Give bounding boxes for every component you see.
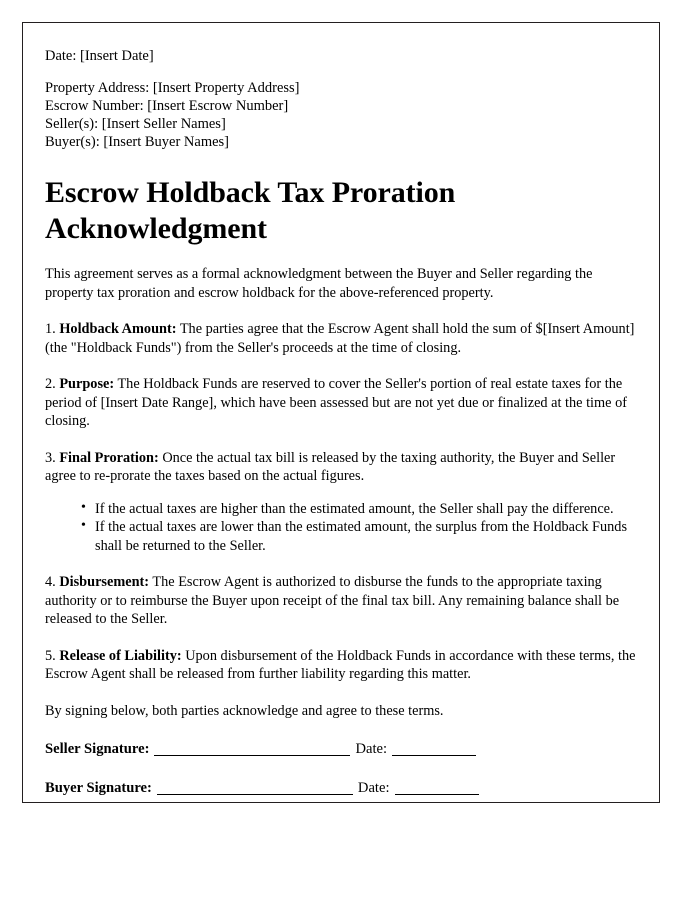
buyer-signature-row	[45, 778, 637, 798]
clause-1	[45, 320, 637, 357]
clause-2-number: 2.	[45, 376, 56, 392]
sellers-line: Seller(s): [Insert Seller Names]	[45, 116, 226, 132]
buyer-signature-label: Buyer Signature:	[45, 780, 152, 796]
clause-5	[45, 647, 637, 684]
clause-3-heading: Final Proration:	[59, 449, 159, 466]
clause-2	[45, 375, 637, 431]
seller-signature-label: Seller Signature:	[45, 741, 150, 757]
buyer-signature-line[interactable]	[157, 794, 353, 795]
clause-4-heading: Disbursement:	[59, 574, 150, 590]
buyer-date-label: Date:	[357, 780, 390, 796]
seller-date-label: Date:	[355, 741, 388, 757]
clause-3	[45, 449, 637, 486]
clause-5-number: 5.	[45, 647, 56, 664]
clause-1-text: The parties agree that the Escrow Agent shall hold the sum of $[Insert Amount] (the "Holdback Funds") from the Seller's proceeds at the time of closing.	[45, 321, 635, 356]
clause-2-heading: Purpose:	[59, 376, 115, 392]
proration-bullet-list	[45, 500, 637, 556]
date-line: Date: [Insert Date]	[45, 48, 154, 64]
buyers-line: Buyer(s): [Insert Buyer Names]	[45, 134, 230, 150]
seller-date-line[interactable]	[392, 755, 476, 756]
clause-3-text: Once the actual tax bill is released by the taxing authority, the Buyer and Seller agree to re-prorate the taxes based on the actual figures.	[45, 449, 616, 484]
clause-1-heading: Holdback Amount:	[59, 321, 177, 337]
intro-paragraph: This agreement serves as a formal acknowledgment between the Buyer and Seller regarding the property tax proration and escrow holdback for the above-referenced property.	[45, 266, 593, 301]
page-title: Escrow Holdback Tax Proration Acknowledgment	[45, 176, 456, 245]
meta-spacer	[45, 65, 637, 79]
closing-paragraph: By signing below, both parties acknowledge and agree to these terms.	[45, 702, 444, 719]
list-item: • If the actual taxes are higher than the estimated amount, the Seller shall pay the difference.	[95, 500, 637, 519]
clause-1-number: 1.	[45, 321, 56, 337]
clause-4-number: 4.	[45, 574, 56, 590]
clause-3-number: 3.	[45, 449, 56, 466]
escrow-number-line: Escrow Number: [Insert Escrow Number]	[45, 98, 289, 114]
buyer-date-line[interactable]	[395, 794, 479, 795]
document-body	[23, 23, 659, 798]
clause-4-text: The Escrow Agent is authorized to disburse the funds to the appropriate taxing authority or to reimburse the Buyer upon receipt of the final tax bill. Any remaining balance shall be released to the Seller.	[45, 574, 620, 627]
seller-signature-row	[45, 739, 637, 759]
clause-2-text: The Holdback Funds are reserved to cover the Seller's portion of real estate taxes for the period of [Insert Date Range], which have been assessed but are not yet due or finalized at the time of closing.	[45, 376, 627, 429]
list-item: • If the actual taxes are lower than the estimated amount, the surplus from the Holdback Funds shall be returned to the Seller.	[95, 518, 637, 555]
seller-signature-line[interactable]	[154, 755, 350, 756]
clause-4	[45, 573, 637, 629]
clause-5-text: Upon disbursement of the Holdback Funds in accordance with these terms, the Escrow Agent shall be released from further liability regarding this matter.	[45, 647, 636, 682]
document-page	[22, 22, 660, 803]
clause-5-heading: Release of Liability:	[59, 647, 182, 664]
property-address-line: Property Address: [Insert Property Address]	[45, 80, 300, 96]
